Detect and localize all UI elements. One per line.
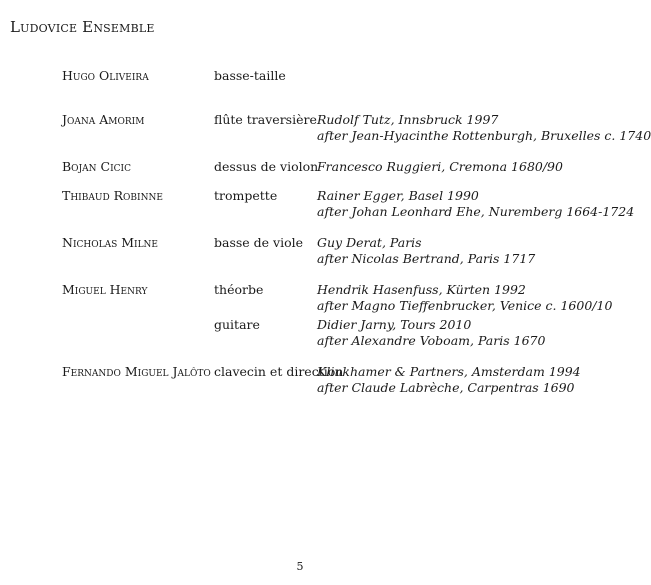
instrument-name: théorbe	[214, 282, 264, 297]
instrument-makers	[317, 235, 535, 267]
instrument-name: dessus de violon	[214, 159, 319, 174]
instrument-part	[214, 112, 651, 144]
instrument-makers	[317, 317, 545, 349]
maker-line: after Jean-Hyacinthe Rottenburgh, Bruxelles c. 1740	[317, 128, 651, 143]
member-parts	[214, 68, 592, 84]
member-parts	[214, 112, 651, 144]
member-row	[62, 68, 592, 84]
instrument-part	[214, 282, 612, 314]
ensemble-roster	[62, 68, 651, 396]
instrument-part	[214, 317, 612, 349]
maker-line: Rainer Egger, Basel 1990	[317, 188, 479, 203]
instrument-makers	[317, 188, 634, 220]
member-name: Miguel Henry	[62, 282, 148, 297]
maker-line: Klinkhamer & Partners, Amsterdam 1994	[317, 364, 581, 379]
instrument-part	[214, 159, 592, 175]
instrument-part	[214, 188, 634, 220]
maker-line: after Johan Leonhard Ehe, Nuremberg 1664-1724	[317, 204, 635, 219]
member-parts	[214, 159, 592, 175]
member-row	[62, 364, 592, 396]
member-parts	[214, 188, 634, 220]
instrument-part	[214, 68, 592, 84]
maker-line: Guy Derat, Paris	[317, 235, 422, 250]
member-row	[62, 235, 592, 267]
maker-line: Hendrik Hasenfuss, Kürten 1992	[317, 282, 526, 297]
member-parts	[214, 282, 612, 349]
maker-line: after Alexandre Voboam, Paris 1670	[317, 333, 546, 348]
page-title: Ludovice Ensemble	[10, 18, 155, 36]
instrument-name: clavecin et direction	[214, 364, 344, 379]
instrument-name: trompette	[214, 188, 278, 203]
member-row	[62, 188, 635, 220]
instrument-part	[214, 235, 592, 267]
member-row	[62, 282, 613, 349]
member-name: Bojan Cicic	[62, 159, 131, 174]
member-name: Joana Amorim	[62, 112, 145, 127]
maker-line: Didier Jarny, Tours 2010	[317, 317, 472, 332]
instrument-name: guitare	[214, 317, 260, 332]
member-name: Hugo Oliveira	[62, 68, 149, 83]
instrument-name: basse-taille	[214, 68, 286, 83]
instrument-makers	[317, 112, 651, 144]
maker-line: Francesco Ruggieri, Cremona 1680/90	[317, 159, 563, 174]
instrument-part	[214, 364, 592, 396]
instrument-makers	[317, 159, 563, 175]
member-row	[62, 112, 651, 144]
member-name: Fernando Miguel Jalôto	[62, 364, 211, 379]
instrument-makers	[317, 364, 581, 396]
member-name: Nicholas Milne	[62, 235, 158, 250]
instrument-name: basse de viole	[214, 235, 304, 250]
maker-line: Rudolf Tutz, Innsbruck 1997	[317, 112, 499, 127]
member-name: Thibaud Robinne	[62, 188, 163, 203]
maker-line: after Magno Tieffenbrucker, Venice c. 1600/10	[317, 298, 613, 313]
member-parts	[214, 364, 592, 396]
instrument-name: flûte traversière	[214, 112, 317, 127]
instrument-makers	[317, 282, 612, 314]
member-parts	[214, 235, 592, 267]
page-number: 5	[296, 560, 304, 573]
member-row	[62, 159, 592, 175]
maker-line: after Nicolas Bertrand, Paris 1717	[317, 251, 536, 266]
maker-line: after Claude Labrèche, Carpentras 1690	[317, 380, 575, 395]
